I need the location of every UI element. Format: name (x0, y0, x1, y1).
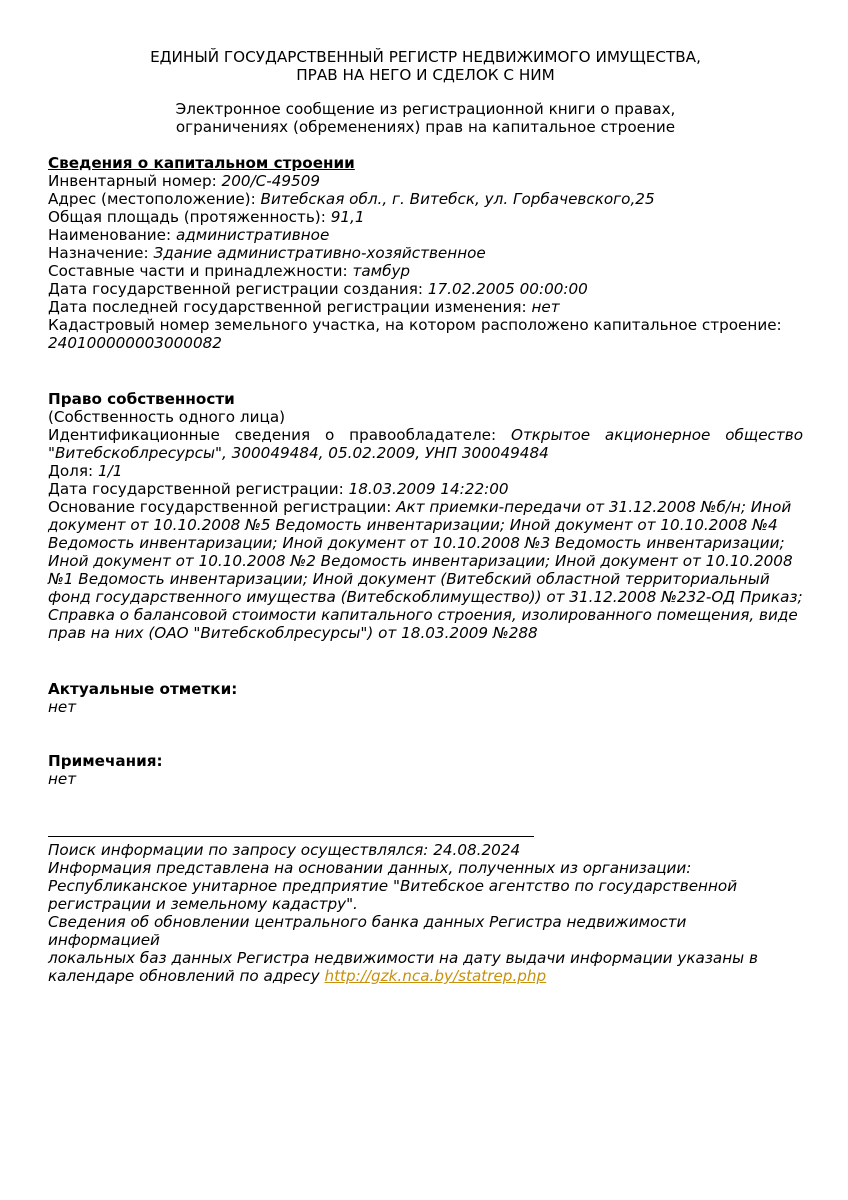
update-info-line: Сведения об обновлении центрального банка данных Регистра недвижимости информацией (48, 913, 687, 949)
building-section-title: Сведения о капитальном строении (48, 154, 355, 172)
name-label: Наименование: (48, 226, 176, 244)
basis-line: фонд государственного имущества (Витебскоблимущество)) от 31.12.2008 №232-ОД Приказ; (48, 588, 803, 606)
actual-marks-value: нет (48, 698, 77, 716)
share-label: Доля: (48, 462, 98, 480)
creation-date-row (48, 280, 803, 298)
notes-title: Примечания: (48, 752, 163, 770)
message-subtitle-line-2: ограничениях (обременениях) прав на капитальное строение (175, 118, 676, 136)
search-date-line: Поиск информации по запросу осуществлялся: 24.08.2024 (48, 841, 521, 859)
cadastral-number: 240100000003000082 (48, 334, 222, 352)
address-row (48, 190, 803, 208)
change-date-value: нет (531, 298, 560, 316)
parts-value: тамбур (352, 262, 411, 280)
notes-section (48, 752, 803, 788)
name-value: административное (175, 226, 330, 244)
update-calendar-link[interactable]: http://gzk.nca.by/statrep.php (324, 967, 547, 985)
register-title-line-2: ПРАВ НА НЕГО И СДЕЛОК С НИМ (296, 66, 555, 84)
ownership-type: (Собственность одного лица) (48, 408, 286, 426)
registration-date-row (48, 480, 803, 498)
source-info-line: Информация представлена на основании данных, полученных из организации: (48, 859, 692, 877)
creation-date-label: Дата государственной регистрации создания: (48, 280, 428, 298)
inventory-number-label: Инвентарный номер: (48, 172, 222, 190)
parts-row (48, 262, 803, 280)
ownership-section-title: Право собственности (48, 390, 235, 408)
name-row (48, 226, 803, 244)
holder-row (48, 426, 803, 444)
holder-label: Идентификационные сведения о правообладателе: (48, 426, 511, 444)
actual-marks-title: Актуальные отметки: (48, 680, 238, 698)
holder-value-line-2: "Витебскоблресурсы", 300049484, 05.02.2009, УНП 300049484 (48, 444, 549, 462)
cadastral-label: Кадастровый номер земельного участка, на котором расположено капитальное строение: (48, 316, 782, 334)
basis-line: №1 Ведомость инвентаризации; Иной документ (Витебский областной территориальный (48, 570, 770, 588)
address-label: Адрес (местоположение): (48, 190, 261, 208)
holder-value-line-1: Открытое акционерное общество (510, 426, 803, 444)
inventory-number-value: 200/С-49509 (221, 172, 321, 190)
basis-row (48, 498, 803, 516)
parts-label: Составные части и принадлежности: (48, 262, 353, 280)
register-title-line-1: ЕДИНЫЙ ГОСУДАРСТВЕННЫЙ РЕГИСТР НЕДВИЖИМОГО ИМУЩЕСТВА, (150, 48, 701, 66)
document-page (48, 48, 803, 985)
actual-marks-section (48, 680, 803, 716)
purpose-row (48, 244, 803, 262)
basis-line: Акт приемки-передачи от 31.12.2008 №б/н; Иной (396, 498, 792, 516)
document-footer (48, 841, 803, 985)
change-date-row (48, 298, 803, 316)
area-row (48, 208, 803, 226)
basis-line: Ведомость инвентаризации; Иной документ от 10.10.2008 №3 Ведомость инвентаризации; (48, 534, 785, 552)
message-subtitle-line-1: Электронное сообщение из регистрационной книги о правах, (175, 100, 676, 118)
source-info-line: Республиканское унитарное предприятие "Витебское агентство по государственной (48, 877, 738, 895)
basis-line: Иной документ от 10.10.2008 №2 Ведомость инвентаризации; Иной документ от 10.10.2008 (48, 552, 793, 570)
share-row (48, 462, 803, 480)
footer-separator (48, 836, 534, 837)
area-label: Общая площадь (протяженность): (48, 208, 331, 226)
purpose-value: Здание административно-хозяйственное (153, 244, 486, 262)
update-info-line: локальных баз данных Регистра недвижимости на дату выдачи информации указаны в (48, 949, 758, 967)
update-info-prefix: календаре обновлений по адресу (48, 967, 325, 985)
update-info-line (48, 967, 803, 985)
document-header (48, 48, 803, 136)
registration-date-value: 18.03.2009 14:22:00 (348, 480, 509, 498)
registration-date-label: Дата государственной регистрации: (48, 480, 349, 498)
share-value: 1/1 (97, 462, 123, 480)
basis-line: прав на них (ОАО "Витебскоблресурсы") от 18.03.2009 №288 (48, 624, 538, 642)
basis-label: Основание государственной регистрации: (48, 498, 397, 516)
basis-line: Справка о балансовой стоимости капитального строения, изолированного помещения, виде (48, 606, 798, 624)
building-section (48, 154, 803, 352)
creation-date-value: 17.02.2005 00:00:00 (427, 280, 588, 298)
source-info-line: регистрации и земельному кадастру". (48, 895, 358, 913)
basis-line: документ от 10.10.2008 №5 Ведомость инвентаризации; Иной документ от 10.10.2008 №4 (48, 516, 778, 534)
address-value: Витебская обл., г. Витебск, ул. Горбачевского,25 (260, 190, 655, 208)
change-date-label: Дата последней государственной регистрации изменения: (48, 298, 532, 316)
purpose-label: Назначение: (48, 244, 154, 262)
ownership-section (48, 390, 803, 642)
area-value: 91,1 (330, 208, 365, 226)
inventory-number-row (48, 172, 803, 190)
notes-value: нет (48, 770, 77, 788)
